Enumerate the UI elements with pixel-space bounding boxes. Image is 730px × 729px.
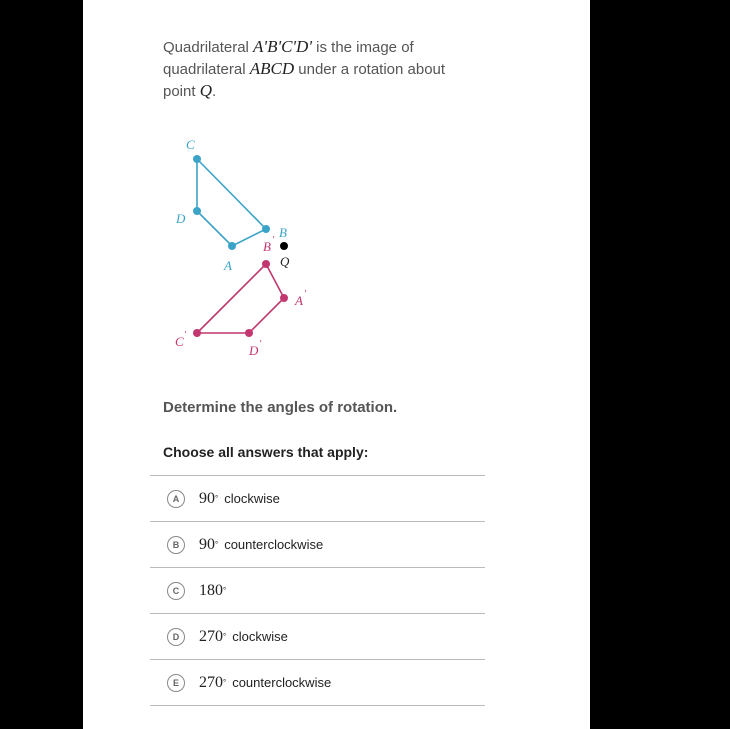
choice-d-letter-badge: D	[167, 628, 185, 646]
question-text-part-3: under a rotation about point	[163, 61, 446, 100]
degree-symbol: °	[223, 586, 227, 595]
choice-a[interactable]	[150, 475, 485, 521]
choice-e-letter-badge: E	[167, 674, 185, 692]
question-text-part-1: Quadrilateral	[163, 39, 254, 56]
choice-d[interactable]	[150, 613, 485, 659]
rotation-figure	[83, 0, 590, 390]
degree-symbol: °	[215, 540, 219, 549]
preimage-quadrilateral-name: ABCD	[249, 59, 295, 78]
choice-e-degree: 270	[199, 673, 223, 691]
degree-symbol: °	[215, 494, 219, 503]
image-quadrilateral-name: A'B'C'D'	[253, 37, 312, 56]
choice-a-direction: clockwise	[224, 491, 280, 506]
choose-all-label: Choose all answers that apply:	[163, 444, 369, 460]
degree-symbol: °	[223, 678, 227, 687]
choice-c[interactable]	[150, 567, 485, 613]
vertex-c-prime	[193, 329, 201, 337]
label-c-prime: C	[175, 334, 184, 349]
quadrilateral-a-prime-b-prime-c-prime-d-prime	[197, 264, 284, 333]
choice-d-degree: 270	[199, 627, 223, 645]
label-c: C	[186, 137, 195, 152]
choice-a-letter-badge: A	[167, 490, 185, 508]
label-a: A	[224, 258, 232, 273]
label-d: D	[176, 211, 186, 226]
label-b-prime: B	[263, 239, 271, 254]
choice-c-letter-badge: C	[167, 582, 185, 600]
choice-b[interactable]	[150, 521, 485, 567]
choice-d-direction: clockwise	[232, 629, 288, 644]
choice-b-direction: counterclockwise	[224, 537, 324, 552]
prompt-heading: Determine the angles of rotation.	[163, 399, 398, 416]
question-text-part-2: is the image of quadrilateral	[163, 39, 414, 78]
label-b: B	[279, 225, 287, 240]
label-q: Q	[280, 254, 290, 269]
label-d-prime: D	[249, 343, 259, 358]
label-d-prime-mark: '	[259, 339, 262, 350]
label-a-prime-mark: '	[304, 289, 307, 300]
center-point-q	[280, 242, 288, 250]
vertex-a	[228, 242, 236, 250]
choice-a-degree: 90	[199, 489, 215, 507]
vertex-c	[193, 155, 201, 163]
choice-b-degree: 90	[199, 535, 215, 553]
vertex-d-prime	[245, 329, 253, 337]
degree-symbol: °	[223, 632, 227, 641]
question-text-part-4: .	[211, 83, 217, 100]
answer-choices	[150, 475, 485, 706]
choice-c-degree: 180	[199, 581, 223, 599]
question-panel	[83, 0, 590, 729]
label-c-prime-mark: '	[184, 330, 187, 341]
vertex-b	[262, 225, 270, 233]
choice-e-direction: counterclockwise	[232, 675, 332, 690]
vertex-d	[193, 207, 201, 215]
quadrilateral-abcd	[197, 159, 266, 246]
rotation-center-name: Q	[199, 81, 212, 100]
choice-e[interactable]	[150, 659, 485, 706]
label-b-prime-mark: '	[272, 235, 275, 246]
vertex-b-prime	[262, 260, 270, 268]
vertex-a-prime	[280, 294, 288, 302]
label-a-prime: A	[295, 293, 303, 308]
choice-b-letter-badge: B	[167, 536, 185, 554]
